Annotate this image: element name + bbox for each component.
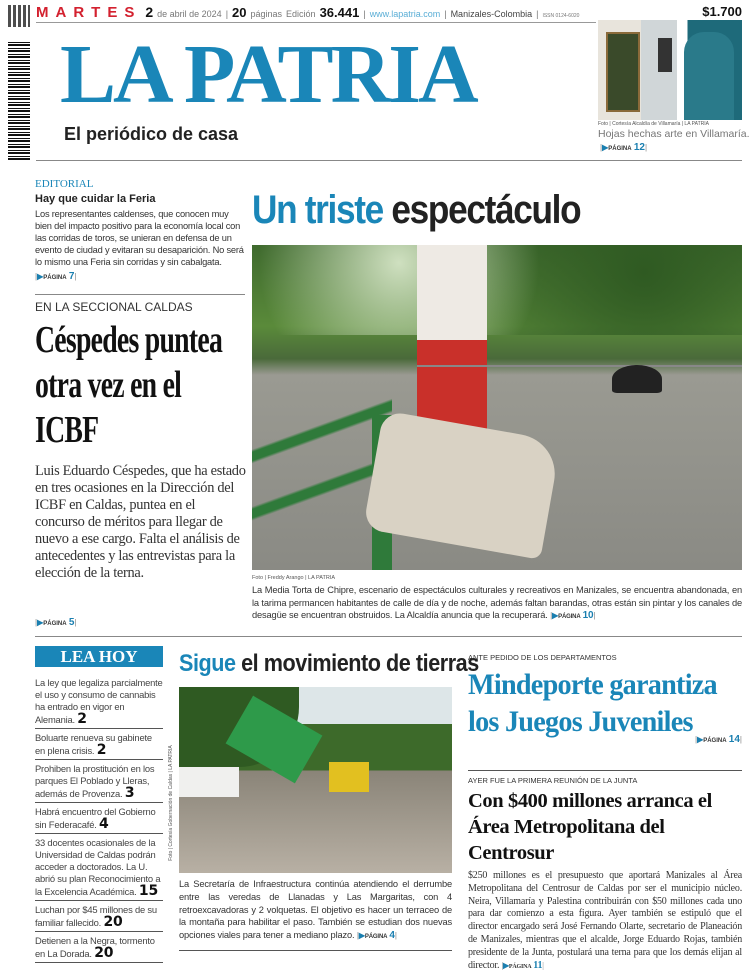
metro-story — [468, 776, 742, 973]
metro-headline[interactable]: Con $400 millones arranca el Área Metropolitana del Centrosur — [468, 790, 712, 864]
lea-hoy-page: 20 — [94, 945, 114, 961]
page-label: PÁGINA — [364, 934, 388, 941]
masthead-slogan: El periódico de casa — [64, 124, 239, 144]
lea-hoy-item[interactable] — [35, 932, 163, 963]
headline-dark: espectáculo — [391, 188, 581, 232]
lead-left-kicker: EN LA SECCIONAL CALDAS — [35, 300, 193, 314]
page-label: PÁGINA — [608, 146, 632, 152]
editorial-body: Los representantes caldenses, que conocen muy bien del impacto positivo para la economía local con las corridas de toros, se unieran en defensa de un evento de ciudad y evitaran su desaparición. No será lo mismo una Feria sin corridas y sin cabalgata. — [35, 209, 244, 267]
day: MARTES — [36, 4, 142, 21]
lea-hoy — [35, 646, 163, 963]
editorial — [35, 178, 245, 282]
metro-page-ref[interactable]: |▶PÁGINA 11| — [501, 959, 544, 971]
issn: ISSN 0124-6020 — [542, 13, 580, 19]
page-number: 7 — [68, 271, 75, 282]
landslide-caption — [179, 878, 452, 944]
lea-hoy-item[interactable] — [35, 674, 163, 729]
lea-hoy-text: Luchan por $45 millones de su familiar fallecido. — [35, 904, 157, 928]
headline-blue: Un triste — [252, 188, 383, 232]
barcode — [8, 42, 30, 160]
landslide-credit: Foto | Cortesía Gobernación de Caldas | LA PATRIA — [168, 745, 174, 861]
main-photo-credit: Foto | Freddy Arango | LA PATRIA — [252, 575, 336, 581]
headline-dark: el movimiento de tierras — [241, 650, 479, 677]
lea-hoy-page: 20 — [103, 914, 123, 930]
landslide-headline[interactable] — [179, 650, 479, 678]
page-number: 5 — [68, 617, 75, 628]
lea-hoy-page: 2 — [77, 711, 87, 727]
sports-page-ref[interactable]: |▶PÁGINA 14| — [694, 734, 742, 745]
edition-label: Edición — [286, 9, 316, 19]
caption-text: La Secretaría de Infraestructura continúa atendiendo el derrumbe entre las veredas de Llanadas y Las Margaritas, con 4 retroexcavadoras y 2 volquetas. El objetivo es hacer un terraceo de la montaña para habilitar el paso. También se estudian dos nuevas opciones viales para tener a mediano plazo. — [179, 879, 452, 941]
lea-hoy-page: 4 — [99, 816, 109, 832]
lea-hoy-item[interactable] — [35, 834, 163, 901]
main-headline[interactable] — [252, 188, 580, 233]
top-bar: MARTES 2 de abril de 2024 | 20 páginas Edición 36.441 | www.lapatria.com | Manizales-Colombia | ISSN 0124-6020 — [36, 4, 580, 21]
lea-hoy-text: Detienen a la Negra, tormento en La Dorada. — [35, 935, 155, 959]
lea-hoy-item[interactable] — [35, 803, 163, 834]
body-text: $250 millones es el presupuesto que aportará Manizales al Área Metropolitana del Centrosur de Caldas por ser el municipio núcleo. Neira, Villamaría y Palestina contribuirán con $50 millones cada uno para dar comienzo a esta figura. Ayer también se estipuló que el director encargado será José Fernando Olarte, secretario de Planeación de Manizales, mientras que el alcalde, Jorge Eduardo Rojas, también presidente de la Junta, postulará una terna para que los demás elijan al director. — [468, 870, 742, 971]
page-label: PÁGINA — [508, 963, 532, 970]
sports-story — [468, 653, 742, 745]
main-photo[interactable] — [252, 245, 742, 570]
editorial-kicker: EDITORIAL — [35, 178, 94, 190]
page-label: PÁGINA — [558, 614, 581, 620]
lead-left-page-ref[interactable]: |▶PÁGINA 5| — [35, 617, 77, 628]
lea-hoy-item[interactable] — [35, 901, 163, 932]
teaser-credit: Foto | Cortesía Alcaldía de Villamaría | LA PATRIA — [598, 121, 709, 127]
lead-left-headline[interactable]: Céspedes puntea otra vez en el ICBF — [35, 319, 223, 451]
page-number: 11 — [533, 959, 543, 971]
page-number: 12 — [633, 142, 645, 153]
page-count: 20 — [232, 5, 247, 20]
main-page-ref[interactable]: |▶PÁGINA 10| — [550, 610, 596, 621]
lea-hoy-text: Habrá encuentro del Gobierno sin Federacafé. — [35, 806, 156, 830]
masthead-title: LA PATRIA — [60, 28, 476, 121]
lea-hoy-item[interactable] — [35, 729, 163, 760]
sports-headline[interactable]: Mindeporte garantiza los Juegos Juveniles — [468, 668, 717, 738]
editorial-page-ref[interactable]: |▶PÁGINA 7| — [35, 271, 77, 282]
lea-hoy-page: 15 — [138, 883, 159, 899]
lead-left-body: Luis Eduardo Céspedes, que ha estado en tres ocasiones en la Dirección del ICBF en Caldas, puntea en el concurso de méritos para llegar de nuevo a ese cargo. Falta el análisis de antecedentes y las entrevistas para la elección de la terna. — [35, 463, 246, 581]
landslide-page-ref[interactable]: |▶PÁGINA 4| — [356, 930, 397, 942]
lea-hoy-text: La ley que legaliza parcialmente el uso y consumo de cannabis ha entrado en vigor en Alemania. — [35, 677, 163, 725]
main-caption — [252, 584, 742, 624]
edition-number: 36.441 — [319, 5, 360, 20]
editorial-title[interactable]: Hay que cuidar la Feria — [35, 193, 156, 205]
page-label: PÁGINA — [43, 275, 67, 281]
page-number: 4 — [389, 930, 395, 942]
website-link[interactable]: www.lapatria.com — [369, 9, 441, 19]
caption-text: La Media Torta de Chipre, escenario de espectáculos culturales y recreativos en Manizales, se encuentra abandonada, en la tarima permancen habitantes de calle de día y de noche, además faltan barandas, otras están sin pintar y los canales de desagüe se encuentran obstruidos. La Alcaldía anuncia que la recuperará. — [252, 585, 742, 620]
metro-kicker: AYER FUE LA PRIMERA REUNIÓN DE LA JUNTA — [468, 776, 638, 785]
date-number: 2 — [145, 4, 154, 20]
qr-code-icon — [8, 5, 30, 27]
lea-hoy-text: Prohiben la prostitución en los parques El Poblado y Lleras, además de Provenza. — [35, 763, 155, 799]
lea-hoy-text: Boluarte renueva su gabinete en plena crisis. — [35, 732, 152, 756]
page-label: PÁGINA — [43, 621, 67, 627]
lea-hoy-page: 3 — [124, 785, 135, 801]
teaser-photo[interactable] — [598, 20, 742, 120]
pages-label: páginas — [250, 9, 283, 19]
price: $1.700 — [702, 4, 742, 19]
sports-kicker: ANTE PEDIDO DE LOS DEPARTAMENTOS — [468, 653, 617, 662]
lea-hoy-item[interactable] — [35, 760, 163, 803]
page-number: 10 — [582, 610, 594, 621]
date: de abril de 2024 — [157, 9, 222, 19]
lea-hoy-list — [35, 674, 163, 963]
teaser-text: Hojas hechas arte en Villamaría. — [598, 128, 750, 140]
lea-hoy-text: 33 docentes ocasionales de la Universidad de Caldas podrán acceder a doctorados. La U. abrió su plan Reconocimiento a la Excelencia Académica. — [35, 837, 161, 897]
city: Manizales-Colombia — [450, 9, 533, 19]
landslide-photo[interactable] — [179, 687, 452, 873]
headline-blue: Sigue — [179, 650, 236, 677]
teaser-page-ref[interactable]: |▶PÁGINA 12| — [600, 142, 648, 153]
lea-hoy-title: LEA HOY — [35, 646, 163, 667]
page-label: PÁGINA — [703, 738, 727, 744]
page-number: 14 — [728, 734, 740, 745]
lea-hoy-page: 2 — [96, 742, 107, 758]
